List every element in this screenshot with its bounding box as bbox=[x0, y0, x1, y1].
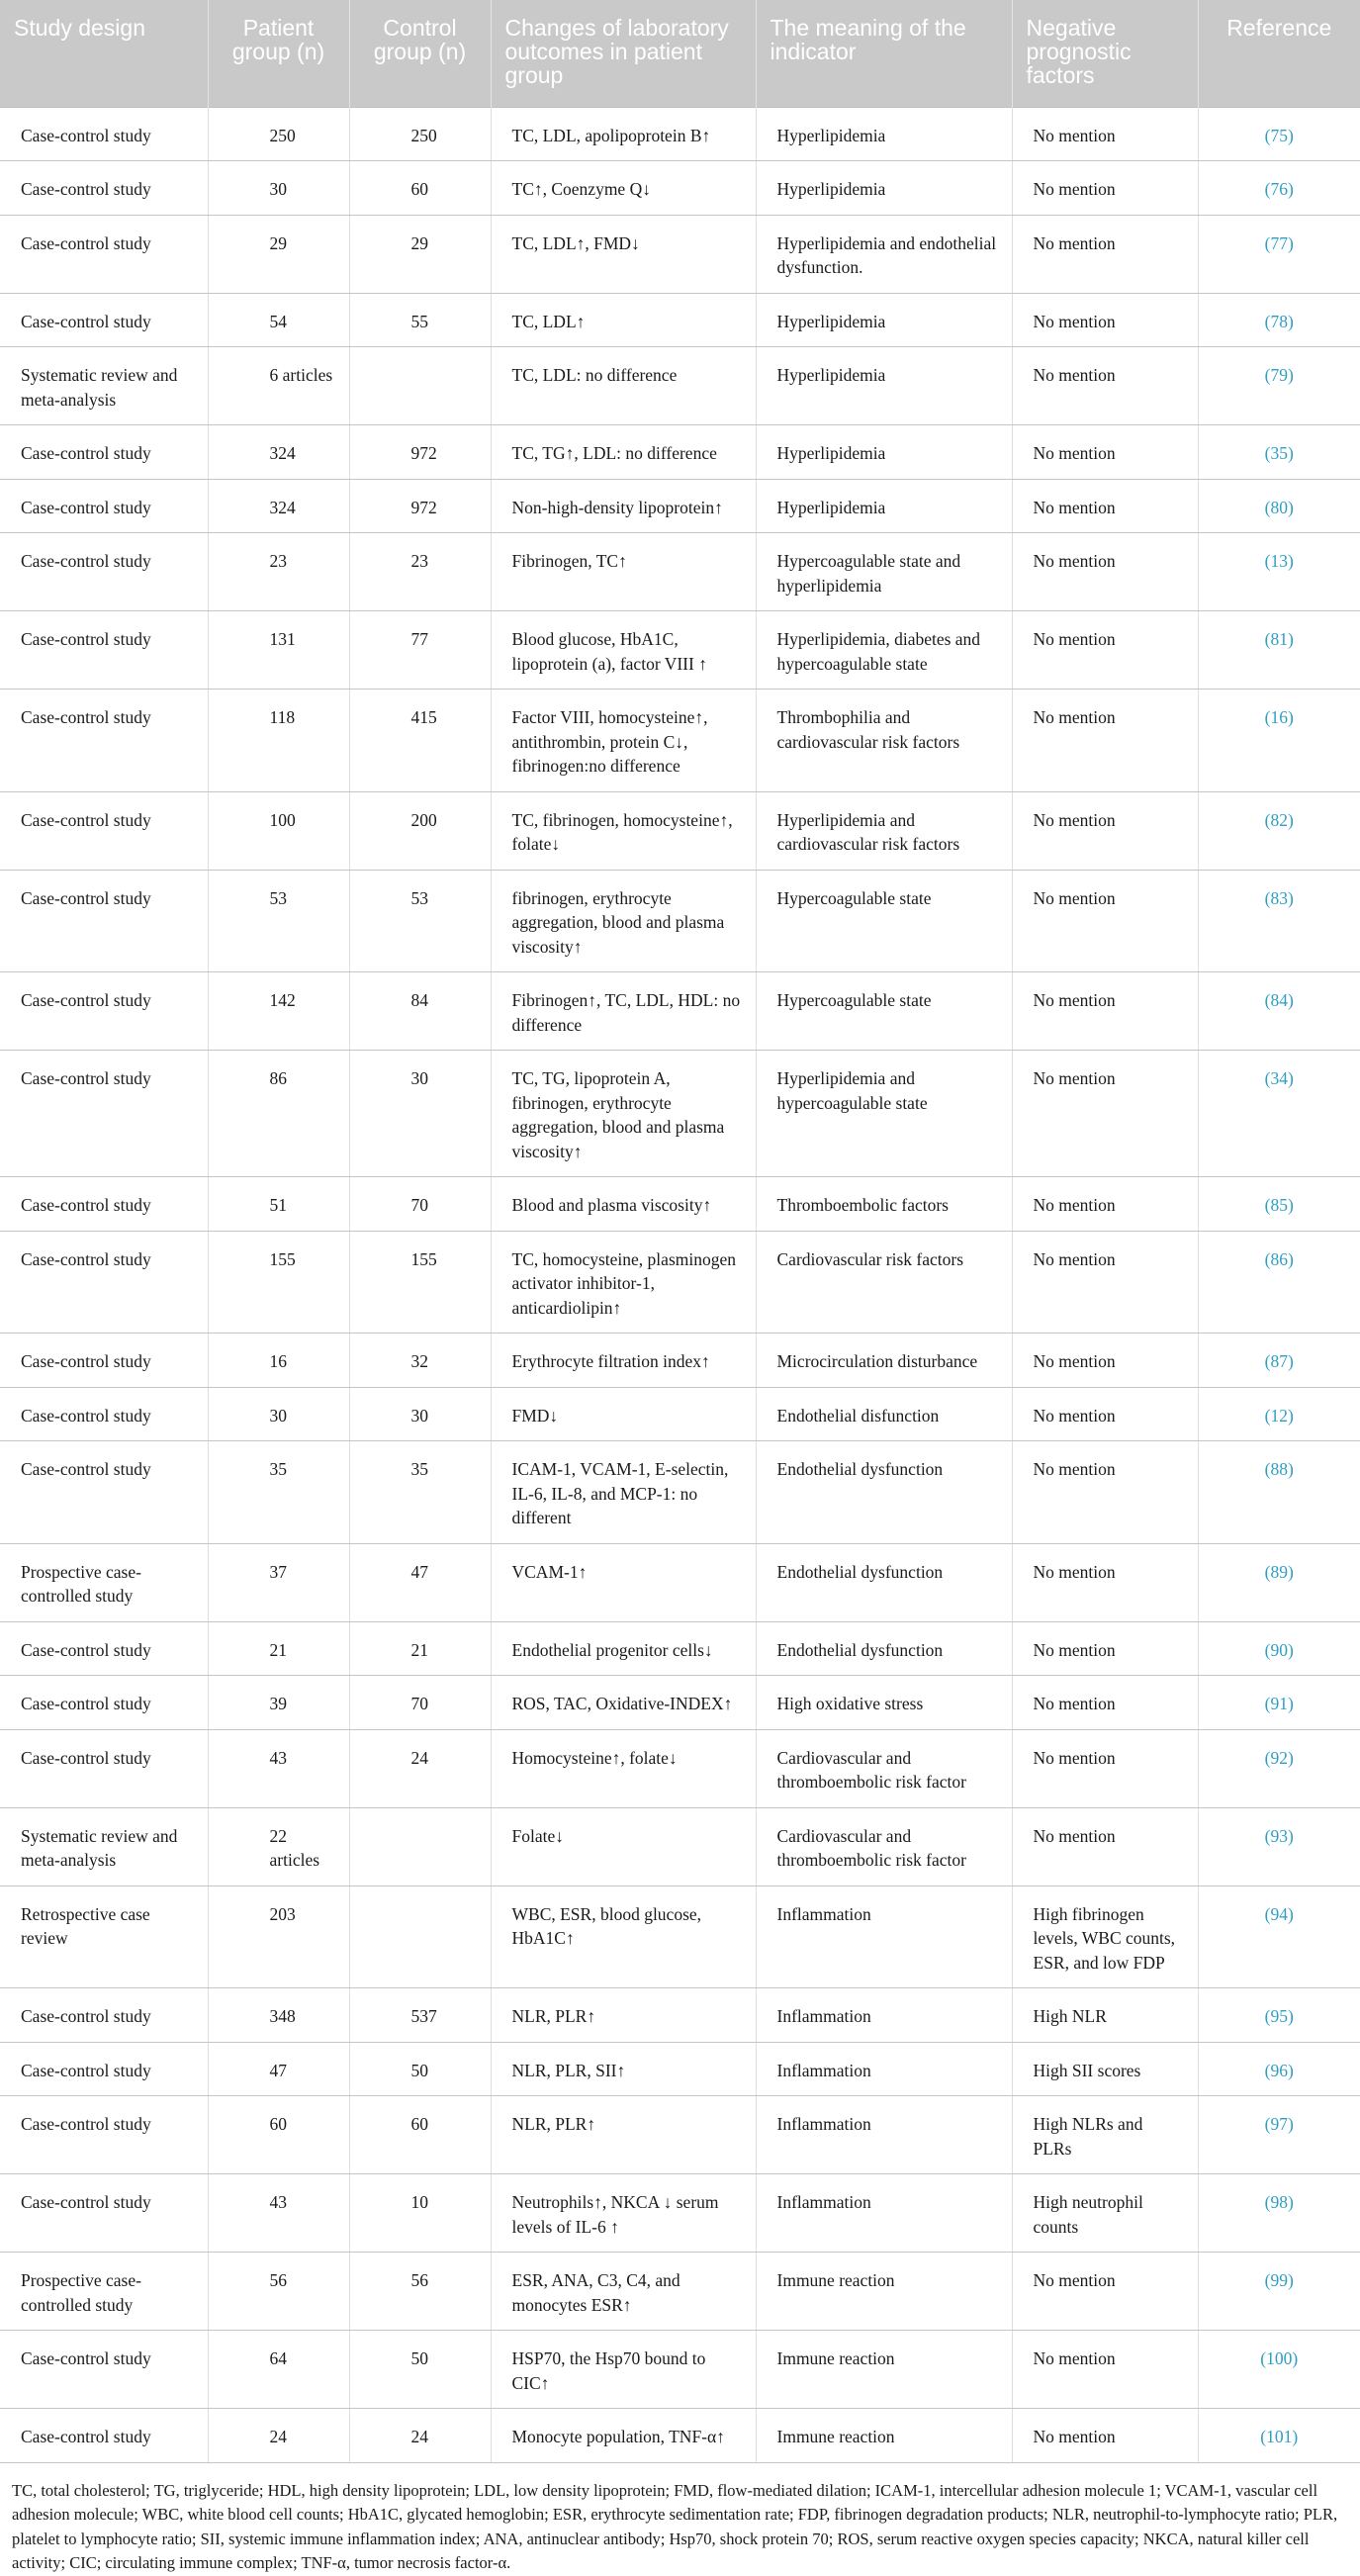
table-row bbox=[0, 1177, 1360, 1232]
negative-prognostic-cell: No mention bbox=[1012, 533, 1198, 611]
reference-link[interactable]: 86 bbox=[1270, 1248, 1288, 1269]
indicator-meaning-cell: Hyperlipidemia bbox=[756, 479, 1012, 533]
patient-group-cell: 22 articles bbox=[208, 1807, 349, 1886]
patient-group-cell: 131 bbox=[208, 611, 349, 690]
negative-prognostic-cell: No mention bbox=[1012, 1676, 1198, 1730]
control-group-cell: 53 bbox=[349, 870, 491, 972]
study-design-cell: Case-control study bbox=[0, 690, 208, 792]
indicator-meaning-cell: Inflammation bbox=[756, 2174, 1012, 2253]
control-group-cell: 29 bbox=[349, 215, 491, 293]
table-row bbox=[0, 215, 1360, 293]
patient-group-cell: 51 bbox=[208, 1177, 349, 1232]
table-row bbox=[0, 1231, 1360, 1334]
control-group-cell: 24 bbox=[349, 1729, 491, 1807]
table-row bbox=[0, 2331, 1360, 2409]
negative-prognostic-cell: No mention bbox=[1012, 1051, 1198, 1177]
reference-link[interactable]: 87 bbox=[1270, 1351, 1288, 1371]
indicator-meaning-cell: Hyperlipidemia, diabetes and hypercoagulable state bbox=[756, 611, 1012, 690]
lab-outcomes-cell: Neutrophils↑, NKCA ↓ serum levels of IL-6 ↑ bbox=[491, 2174, 756, 2253]
negative-prognostic-cell: No mention bbox=[1012, 2253, 1198, 2331]
reference-link[interactable]: 88 bbox=[1270, 1459, 1288, 1479]
patient-group-cell: 37 bbox=[208, 1543, 349, 1621]
lab-outcomes-cell: Non-high-density lipoprotein↑ bbox=[491, 479, 756, 533]
control-group-cell: 50 bbox=[349, 2042, 491, 2096]
table-row bbox=[0, 107, 1360, 161]
patient-group-cell: 118 bbox=[208, 690, 349, 792]
reference-cell: (93) bbox=[1198, 1807, 1360, 1886]
negative-prognostic-cell: High NLRs and PLRs bbox=[1012, 2096, 1198, 2174]
patient-group-cell: 348 bbox=[208, 1988, 349, 2043]
indicator-meaning-cell: Endothelial dysfunction bbox=[756, 1543, 1012, 1621]
indicator-meaning-cell: Hyperlipidemia and hypercoagulable state bbox=[756, 1051, 1012, 1177]
reference-cell: (85) bbox=[1198, 1177, 1360, 1232]
reference-link[interactable]: 34 bbox=[1270, 1068, 1288, 1088]
negative-prognostic-cell: No mention bbox=[1012, 1387, 1198, 1441]
patient-group-cell: 6 articles bbox=[208, 347, 349, 425]
header-patient-group: Patient group (n) bbox=[208, 0, 349, 107]
lab-outcomes-cell: TC, homocysteine, plasminogen activator inhibitor-1, anticardiolipin↑ bbox=[491, 1231, 756, 1334]
study-design-cell: Case-control study bbox=[0, 1051, 208, 1177]
control-group-cell: 972 bbox=[349, 479, 491, 533]
study-design-cell: Case-control study bbox=[0, 1387, 208, 1441]
reference-link[interactable]: 79 bbox=[1270, 365, 1288, 385]
table-row bbox=[0, 1621, 1360, 1676]
control-group-cell: 32 bbox=[349, 1334, 491, 1388]
indicator-meaning-cell: Inflammation bbox=[756, 2042, 1012, 2096]
study-design-cell: Retrospective case review bbox=[0, 1886, 208, 1988]
reference-cell: (75) bbox=[1198, 107, 1360, 161]
negative-prognostic-cell: No mention bbox=[1012, 1334, 1198, 1388]
reference-link[interactable]: 96 bbox=[1270, 2060, 1288, 2080]
study-design-cell: Systematic review and meta-analysis bbox=[0, 1807, 208, 1886]
study-design-cell: Case-control study bbox=[0, 2096, 208, 2174]
reference-cell: (87) bbox=[1198, 1334, 1360, 1388]
patient-group-cell: 60 bbox=[208, 2096, 349, 2174]
reference-cell: (76) bbox=[1198, 161, 1360, 216]
patient-group-cell: 43 bbox=[208, 2174, 349, 2253]
reference-link[interactable]: 81 bbox=[1270, 629, 1288, 649]
table-row bbox=[0, 791, 1360, 870]
indicator-meaning-cell: Thromboembolic factors bbox=[756, 1177, 1012, 1232]
table-row bbox=[0, 2253, 1360, 2331]
table-row bbox=[0, 1729, 1360, 1807]
patient-group-cell: 23 bbox=[208, 533, 349, 611]
table-row bbox=[0, 870, 1360, 972]
control-group-cell: 60 bbox=[349, 161, 491, 216]
table-row bbox=[0, 2042, 1360, 2096]
reference-link[interactable]: 12 bbox=[1270, 1405, 1288, 1426]
control-group-cell bbox=[349, 1807, 491, 1886]
lab-outcomes-cell: TC, TG↑, LDL: no difference bbox=[491, 425, 756, 480]
patient-group-cell: 24 bbox=[208, 2409, 349, 2463]
table-row bbox=[0, 1051, 1360, 1177]
patient-group-cell: 142 bbox=[208, 972, 349, 1051]
control-group-cell: 155 bbox=[349, 1231, 491, 1334]
lab-outcomes-cell: NLR, PLR↑ bbox=[491, 2096, 756, 2174]
lab-outcomes-cell: NLR, PLR↑ bbox=[491, 1988, 756, 2043]
study-design-cell: Case-control study bbox=[0, 2174, 208, 2253]
lab-outcomes-cell: NLR, PLR, SII↑ bbox=[491, 2042, 756, 2096]
study-design-cell: Case-control study bbox=[0, 1334, 208, 1388]
control-group-cell: 537 bbox=[349, 1988, 491, 2043]
patient-group-cell: 47 bbox=[208, 2042, 349, 2096]
reference-link[interactable]: 77 bbox=[1270, 232, 1288, 253]
control-group-cell: 30 bbox=[349, 1387, 491, 1441]
negative-prognostic-cell: No mention bbox=[1012, 107, 1198, 161]
reference-link[interactable]: 100 bbox=[1266, 2348, 1293, 2368]
study-design-cell: Case-control study bbox=[0, 1177, 208, 1232]
study-design-cell: Case-control study bbox=[0, 1676, 208, 1730]
negative-prognostic-cell: No mention bbox=[1012, 1441, 1198, 1544]
patient-group-cell: 324 bbox=[208, 425, 349, 480]
reference-link[interactable]: 35 bbox=[1270, 443, 1288, 463]
reference-link[interactable]: 85 bbox=[1270, 1195, 1288, 1215]
lab-outcomes-cell: ROS, TAC, Oxidative-INDEX↑ bbox=[491, 1676, 756, 1730]
negative-prognostic-cell: No mention bbox=[1012, 611, 1198, 690]
header-indicator-meaning: The meaning of the indicator bbox=[756, 0, 1012, 107]
table-row bbox=[0, 425, 1360, 480]
indicator-meaning-cell: Microcirculation disturbance bbox=[756, 1334, 1012, 1388]
negative-prognostic-cell: No mention bbox=[1012, 293, 1198, 347]
study-design-cell: Case-control study bbox=[0, 2409, 208, 2463]
study-design-cell: Case-control study bbox=[0, 533, 208, 611]
indicator-meaning-cell: Hyperlipidemia bbox=[756, 293, 1012, 347]
table-header bbox=[0, 0, 1360, 107]
indicator-meaning-cell: Immune reaction bbox=[756, 2331, 1012, 2409]
lab-outcomes-cell: Fibrinogen↑, TC, LDL, HDL: no difference bbox=[491, 972, 756, 1051]
indicator-meaning-cell: Cardiovascular risk factors bbox=[756, 1231, 1012, 1334]
negative-prognostic-cell: No mention bbox=[1012, 479, 1198, 533]
reference-cell: (79) bbox=[1198, 347, 1360, 425]
reference-cell: (12) bbox=[1198, 1387, 1360, 1441]
patient-group-cell: 39 bbox=[208, 1676, 349, 1730]
table-row bbox=[0, 1334, 1360, 1388]
header-lab-outcomes: Changes of laboratory outcomes in patient group bbox=[491, 0, 756, 107]
header-reference: Reference bbox=[1198, 0, 1360, 107]
patient-group-cell: 35 bbox=[208, 1441, 349, 1544]
lab-outcomes-cell: TC↑, Coenzyme Q↓ bbox=[491, 161, 756, 216]
table-row bbox=[0, 1807, 1360, 1886]
indicator-meaning-cell: Immune reaction bbox=[756, 2253, 1012, 2331]
study-design-cell: Case-control study bbox=[0, 293, 208, 347]
control-group-cell: 55 bbox=[349, 293, 491, 347]
lab-outcomes-cell: VCAM-1↑ bbox=[491, 1543, 756, 1621]
study-design-cell: Case-control study bbox=[0, 1729, 208, 1807]
reference-cell: (91) bbox=[1198, 1676, 1360, 1730]
reference-cell: (88) bbox=[1198, 1441, 1360, 1544]
reference-link[interactable]: 90 bbox=[1270, 1639, 1288, 1660]
control-group-cell: 21 bbox=[349, 1621, 491, 1676]
reference-cell: (92) bbox=[1198, 1729, 1360, 1807]
patient-group-cell: 155 bbox=[208, 1231, 349, 1334]
table-row bbox=[0, 1387, 1360, 1441]
reference-link[interactable]: 13 bbox=[1270, 551, 1288, 571]
control-group-cell: 10 bbox=[349, 2174, 491, 2253]
indicator-meaning-cell: Hypercoagulable state bbox=[756, 870, 1012, 972]
control-group-cell: 77 bbox=[349, 611, 491, 690]
negative-prognostic-cell: No mention bbox=[1012, 1621, 1198, 1676]
indicator-meaning-cell: Hypercoagulable state and hyperlipidemia bbox=[756, 533, 1012, 611]
control-group-cell: 23 bbox=[349, 533, 491, 611]
negative-prognostic-cell: No mention bbox=[1012, 2409, 1198, 2463]
patient-group-cell: 30 bbox=[208, 161, 349, 216]
reference-cell: (82) bbox=[1198, 791, 1360, 870]
patient-group-cell: 54 bbox=[208, 293, 349, 347]
reference-link[interactable]: 82 bbox=[1270, 809, 1288, 830]
lab-outcomes-cell: Factor VIII, homocysteine↑, antithrombin, protein C↓, fibrinogen:no difference bbox=[491, 690, 756, 792]
negative-prognostic-cell: No mention bbox=[1012, 215, 1198, 293]
table-footnote: TC, total cholesterol; TG, triglyceride; HDL, high density lipoprotein; LDL, low density lipoprotein; FMD, flow-mediated dilation; ICAM-1, intercellular adhesion molecule 1; VCAM-1, vascular cell adhesion molecule; WBC, white blood cell counts; HbA1C, glycated hemoglobin; ESR, erythrocyte sedimentation rate; FDP, fibrinogen degradation products; NLR, neutrophil-to-lymphocyte ratio; PLR, platelet to lymphocyte ratio; SII, systemic immune inflammation index; ANA, antinuclear antibody; Hsp70, shock protein 70; ROS, serum reactive oxygen species capacity; NKCA, natural killer cell activity; CIC; circulating immune complex; TNF-α, tumor necrosis factor-α. bbox=[12, 2480, 1338, 2572]
indicator-meaning-cell: Hyperlipidemia bbox=[756, 425, 1012, 480]
reference-link[interactable]: 91 bbox=[1270, 1694, 1288, 1713]
reference-link[interactable]: 78 bbox=[1270, 311, 1288, 331]
negative-prognostic-cell: No mention bbox=[1012, 972, 1198, 1051]
study-design-cell: Case-control study bbox=[0, 611, 208, 690]
reference-cell: (13) bbox=[1198, 533, 1360, 611]
control-group-cell: 972 bbox=[349, 425, 491, 480]
reference-link[interactable]: 101 bbox=[1266, 2427, 1293, 2446]
patient-group-cell: 21 bbox=[208, 1621, 349, 1676]
reference-link[interactable]: 76 bbox=[1270, 179, 1288, 199]
control-group-cell: 35 bbox=[349, 1441, 491, 1544]
study-design-cell: Prospective case-controlled study bbox=[0, 1543, 208, 1621]
reference-cell: (84) bbox=[1198, 972, 1360, 1051]
reference-link[interactable]: 94 bbox=[1270, 1903, 1288, 1924]
lab-outcomes-cell: HSP70, the Hsp70 bound to CIC↑ bbox=[491, 2331, 756, 2409]
control-group-cell: 24 bbox=[349, 2409, 491, 2463]
control-group-cell bbox=[349, 347, 491, 425]
study-design-cell: Case-control study bbox=[0, 1441, 208, 1544]
reference-cell: (83) bbox=[1198, 870, 1360, 972]
table-row bbox=[0, 1543, 1360, 1621]
reference-cell: (95) bbox=[1198, 1988, 1360, 2043]
patient-group-cell: 56 bbox=[208, 2253, 349, 2331]
reference-cell: (89) bbox=[1198, 1543, 1360, 1621]
negative-prognostic-cell: No mention bbox=[1012, 1231, 1198, 1334]
study-design-cell: Case-control study bbox=[0, 1231, 208, 1334]
lab-outcomes-cell: TC, LDL: no difference bbox=[491, 347, 756, 425]
negative-prognostic-cell: No mention bbox=[1012, 870, 1198, 972]
reference-cell: (98) bbox=[1198, 2174, 1360, 2253]
lab-outcomes-cell: Endothelial progenitor cells↓ bbox=[491, 1621, 756, 1676]
lab-outcomes-cell: TC, TG, lipoprotein A, fibrinogen, erythrocyte aggregation, blood and plasma viscosity↑ bbox=[491, 1051, 756, 1177]
reference-cell: (86) bbox=[1198, 1231, 1360, 1334]
indicator-meaning-cell: Hyperlipidemia and endothelial dysfunction. bbox=[756, 215, 1012, 293]
negative-prognostic-cell: No mention bbox=[1012, 1729, 1198, 1807]
lab-outcomes-cell: Erythrocyte filtration index↑ bbox=[491, 1334, 756, 1388]
reference-cell: (100) bbox=[1198, 2331, 1360, 2409]
indicator-meaning-cell: Cardiovascular and thromboembolic risk factor bbox=[756, 1729, 1012, 1807]
reference-cell: (90) bbox=[1198, 1621, 1360, 1676]
control-group-cell: 60 bbox=[349, 2096, 491, 2174]
patient-group-cell: 324 bbox=[208, 479, 349, 533]
patient-group-cell: 29 bbox=[208, 215, 349, 293]
negative-prognostic-cell: No mention bbox=[1012, 791, 1198, 870]
patient-group-cell: 100 bbox=[208, 791, 349, 870]
indicator-meaning-cell: Hyperlipidemia and cardiovascular risk factors bbox=[756, 791, 1012, 870]
lab-outcomes-cell: TC, fibrinogen, homocysteine↑, folate↓ bbox=[491, 791, 756, 870]
table-row bbox=[0, 161, 1360, 216]
table-row bbox=[0, 1676, 1360, 1730]
lab-outcomes-cell: WBC, ESR, blood glucose, HbA1C↑ bbox=[491, 1886, 756, 1988]
lab-outcomes-cell: ESR, ANA, C3, C4, and monocytes ESR↑ bbox=[491, 2253, 756, 2331]
control-group-cell: 30 bbox=[349, 1051, 491, 1177]
control-group-cell bbox=[349, 1886, 491, 1988]
indicator-meaning-cell: Immune reaction bbox=[756, 2409, 1012, 2463]
study-design-cell: Case-control study bbox=[0, 161, 208, 216]
indicator-meaning-cell: Endothelial dysfunction bbox=[756, 1621, 1012, 1676]
study-design-cell: Systematic review and meta-analysis bbox=[0, 347, 208, 425]
study-design-cell: Case-control study bbox=[0, 425, 208, 480]
indicator-meaning-cell: Endothelial dysfunction bbox=[756, 1441, 1012, 1544]
control-group-cell: 50 bbox=[349, 2331, 491, 2409]
patient-group-cell: 203 bbox=[208, 1886, 349, 1988]
indicator-meaning-cell: Inflammation bbox=[756, 1886, 1012, 1988]
reference-link[interactable]: 75 bbox=[1270, 125, 1288, 145]
lab-outcomes-cell: Folate↓ bbox=[491, 1807, 756, 1886]
negative-prognostic-cell: No mention bbox=[1012, 1807, 1198, 1886]
control-group-cell: 47 bbox=[349, 1543, 491, 1621]
table-row bbox=[0, 1886, 1360, 1988]
patient-group-cell: 16 bbox=[208, 1334, 349, 1388]
study-design-cell: Case-control study bbox=[0, 215, 208, 293]
patient-group-cell: 86 bbox=[208, 1051, 349, 1177]
indicator-meaning-cell: Hyperlipidemia bbox=[756, 347, 1012, 425]
reference-cell: (77) bbox=[1198, 215, 1360, 293]
table-row bbox=[0, 2174, 1360, 2253]
control-group-cell: 250 bbox=[349, 107, 491, 161]
lab-outcomes-cell: TC, LDL↑ bbox=[491, 293, 756, 347]
reference-cell: (35) bbox=[1198, 425, 1360, 480]
study-design-cell: Case-control study bbox=[0, 107, 208, 161]
negative-prognostic-cell: No mention bbox=[1012, 347, 1198, 425]
control-group-cell: 84 bbox=[349, 972, 491, 1051]
patient-group-cell: 64 bbox=[208, 2331, 349, 2409]
study-design-cell: Case-control study bbox=[0, 791, 208, 870]
control-group-cell: 56 bbox=[349, 2253, 491, 2331]
reference-link[interactable]: 93 bbox=[1270, 1825, 1288, 1846]
table-row bbox=[0, 533, 1360, 611]
reference-link[interactable]: 97 bbox=[1270, 2114, 1288, 2134]
indicator-meaning-cell: Hypercoagulable state bbox=[756, 972, 1012, 1051]
control-group-cell: 200 bbox=[349, 791, 491, 870]
lab-outcomes-cell: ICAM-1, VCAM-1, E-selectin, IL-6, IL-8, and MCP-1: no different bbox=[491, 1441, 756, 1544]
table-row bbox=[0, 2096, 1360, 2174]
reference-link[interactable]: 80 bbox=[1270, 497, 1288, 517]
study-design-cell: Case-control study bbox=[0, 479, 208, 533]
indicator-meaning-cell: Endothelial disfunction bbox=[756, 1387, 1012, 1441]
patient-group-cell: 250 bbox=[208, 107, 349, 161]
table-row bbox=[0, 347, 1360, 425]
negative-prognostic-cell: No mention bbox=[1012, 690, 1198, 792]
reference-link[interactable]: 95 bbox=[1270, 2006, 1288, 2026]
table-row bbox=[0, 479, 1360, 533]
header-study-design: Study design bbox=[0, 0, 208, 107]
indicator-meaning-cell: Thrombophilia and cardiovascular risk factors bbox=[756, 690, 1012, 792]
indicator-meaning-cell: Hyperlipidemia bbox=[756, 107, 1012, 161]
reference-link[interactable]: 99 bbox=[1270, 2270, 1288, 2290]
negative-prognostic-cell: High NLR bbox=[1012, 1988, 1198, 2043]
reference-cell: (16) bbox=[1198, 690, 1360, 792]
reference-cell: (81) bbox=[1198, 611, 1360, 690]
lab-outcomes-cell: Homocysteine↑, folate↓ bbox=[491, 1729, 756, 1807]
reference-link[interactable]: 92 bbox=[1270, 1747, 1288, 1768]
indicator-meaning-cell: Inflammation bbox=[756, 2096, 1012, 2174]
reference-cell: (34) bbox=[1198, 1051, 1360, 1177]
reference-cell: (80) bbox=[1198, 479, 1360, 533]
study-design-cell: Case-control study bbox=[0, 870, 208, 972]
study-design-cell: Prospective case-controlled study bbox=[0, 2253, 208, 2331]
patient-group-cell: 30 bbox=[208, 1387, 349, 1441]
study-design-cell: Case-control study bbox=[0, 972, 208, 1051]
lab-outcomes-cell: Blood glucose, HbA1C, lipoprotein (a), factor VIII ↑ bbox=[491, 611, 756, 690]
negative-prognostic-cell: No mention bbox=[1012, 425, 1198, 480]
reference-link[interactable]: 89 bbox=[1270, 1561, 1288, 1582]
reference-cell: (101) bbox=[1198, 2409, 1360, 2463]
indicator-meaning-cell: Inflammation bbox=[756, 1988, 1012, 2043]
lab-outcomes-cell: Monocyte population, TNF-α↑ bbox=[491, 2409, 756, 2463]
reference-cell: (97) bbox=[1198, 2096, 1360, 2174]
reference-cell: (94) bbox=[1198, 1886, 1360, 1988]
negative-prognostic-cell: No mention bbox=[1012, 1177, 1198, 1232]
table-row bbox=[0, 1988, 1360, 2043]
study-design-cell: Case-control study bbox=[0, 2042, 208, 2096]
table-body bbox=[0, 107, 1360, 2462]
negative-prognostic-cell: High fibrinogen levels, WBC counts, ESR, and low FDP bbox=[1012, 1886, 1198, 1988]
negative-prognostic-cell: High neutrophil counts bbox=[1012, 2174, 1198, 2253]
lab-outcomes-cell: TC, LDL↑, FMD↓ bbox=[491, 215, 756, 293]
negative-prognostic-cell: High SII scores bbox=[1012, 2042, 1198, 2096]
table-row bbox=[0, 1441, 1360, 1544]
reference-link[interactable]: 98 bbox=[1270, 2192, 1288, 2212]
reference-link[interactable]: 84 bbox=[1270, 990, 1288, 1010]
indicator-meaning-cell: Cardiovascular and thromboembolic risk factor bbox=[756, 1807, 1012, 1886]
study-design-cell: Case-control study bbox=[0, 2331, 208, 2409]
table-row bbox=[0, 611, 1360, 690]
table-row bbox=[0, 972, 1360, 1051]
control-group-cell: 70 bbox=[349, 1177, 491, 1232]
control-group-cell: 415 bbox=[349, 690, 491, 792]
indicator-meaning-cell: Hyperlipidemia bbox=[756, 161, 1012, 216]
patient-group-cell: 43 bbox=[208, 1729, 349, 1807]
lab-outcomes-cell: fibrinogen, erythrocyte aggregation, blood and plasma viscosity↑ bbox=[491, 870, 756, 972]
header-control-group: Control group (n) bbox=[349, 0, 491, 107]
study-design-cell: Case-control study bbox=[0, 1988, 208, 2043]
indicator-meaning-cell: High oxidative stress bbox=[756, 1676, 1012, 1730]
lab-outcomes-cell: Blood and plasma viscosity↑ bbox=[491, 1177, 756, 1232]
negative-prognostic-cell: No mention bbox=[1012, 1543, 1198, 1621]
lab-outcomes-cell: TC, LDL, apolipoprotein B↑ bbox=[491, 107, 756, 161]
table-row bbox=[0, 690, 1360, 792]
header-row bbox=[0, 0, 1360, 107]
lab-outcomes-cell: Fibrinogen, TC↑ bbox=[491, 533, 756, 611]
table-row bbox=[0, 293, 1360, 347]
reference-link[interactable]: 83 bbox=[1270, 887, 1288, 908]
reference-cell: (96) bbox=[1198, 2042, 1360, 2096]
control-group-cell: 70 bbox=[349, 1676, 491, 1730]
study-design-cell: Case-control study bbox=[0, 1621, 208, 1676]
header-negative-prognostic: Negative prognostic factors bbox=[1012, 0, 1198, 107]
table-row bbox=[0, 2409, 1360, 2463]
reference-cell: (78) bbox=[1198, 293, 1360, 347]
reference-link[interactable]: 16 bbox=[1270, 707, 1288, 727]
patient-group-cell: 53 bbox=[208, 870, 349, 972]
reference-cell: (99) bbox=[1198, 2253, 1360, 2331]
lab-outcomes-cell: FMD↓ bbox=[491, 1387, 756, 1441]
negative-prognostic-cell: No mention bbox=[1012, 2331, 1198, 2409]
negative-prognostic-cell: No mention bbox=[1012, 161, 1198, 216]
